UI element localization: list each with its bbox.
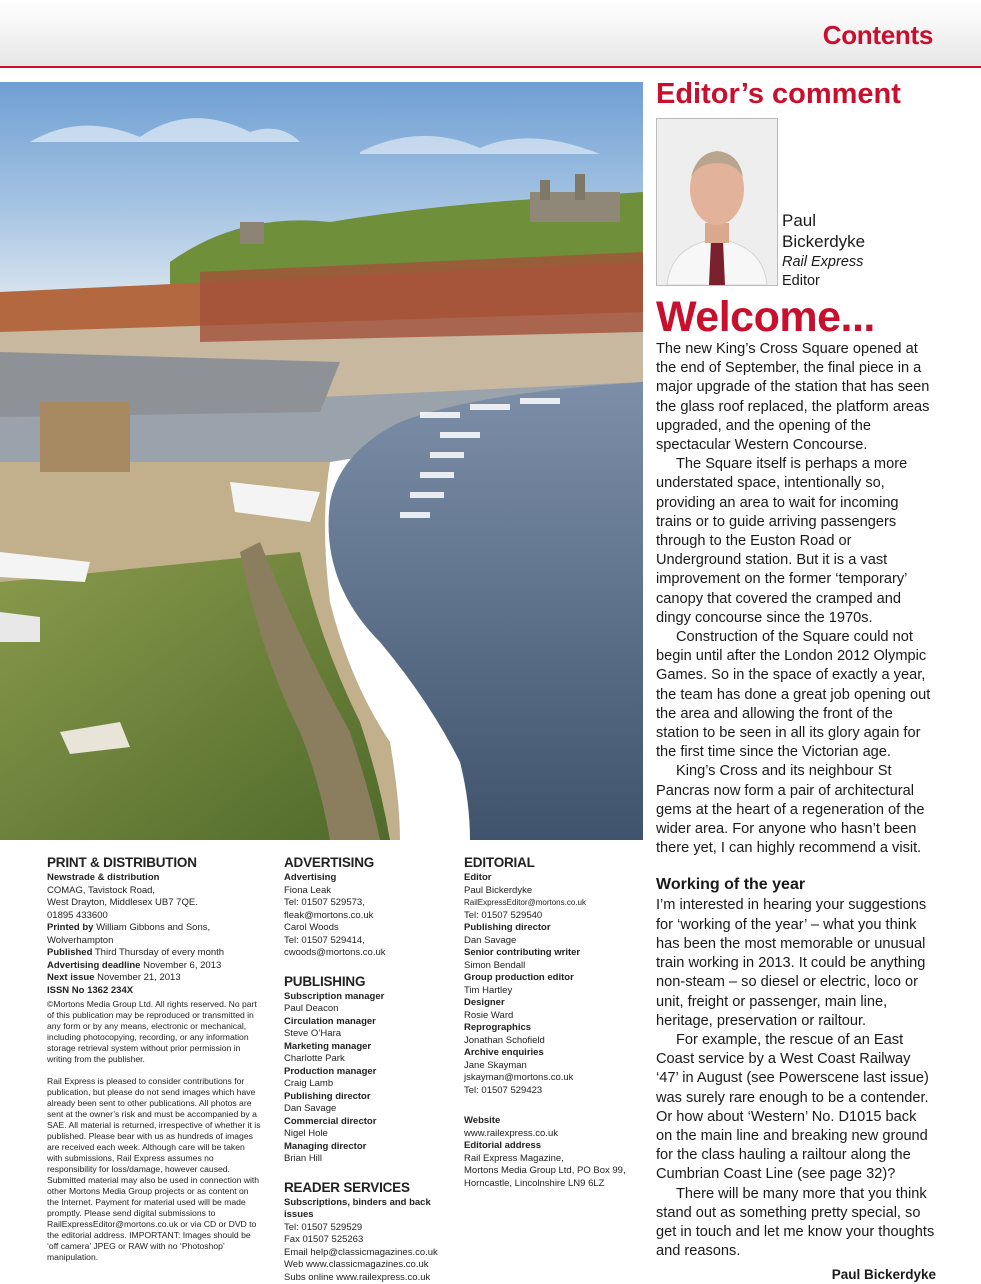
website-url[interactable]: www.railexpress.co.uk <box>464 1128 629 1141</box>
reader-services-line: Tel: 01507 529529 <box>284 1222 449 1235</box>
publishing-role: Production manager <box>284 1066 449 1079</box>
publishing-name: Craig Lamb <box>284 1078 449 1091</box>
printed-label: Printed by <box>47 922 93 933</box>
editorial-contact: Tel: 01507 529423 <box>464 1085 629 1098</box>
advertising-publishing <box>284 855 449 1284</box>
printed-by <box>47 922 262 947</box>
publishing-name: Charlotte Park <box>284 1053 449 1066</box>
article-paragraph: The new King’s Cross Square opened at the end of September, the final piece in a major upgrade of the station that has seen the glass roof replaced, the platform areas upgraded, and the opening of the spectacular Western Concourse. <box>656 340 936 455</box>
publishing-role: Subscription manager <box>284 991 449 1004</box>
advertising-heading: ADVERTISING <box>284 855 449 870</box>
editor-role: Editor <box>782 273 820 289</box>
editorial-role: Archive enquiries <box>464 1047 629 1060</box>
reader-services-line: Subs online www.railexpress.co.uk <box>284 1272 449 1284</box>
editorial-role: Senior contributing writer <box>464 947 629 960</box>
next-issue <box>47 972 262 985</box>
article-title: Welcome... <box>656 294 936 340</box>
harbour-photo-svg <box>0 82 643 840</box>
editorial-editor-line: Paul Bickerdyke <box>464 885 629 898</box>
editorial-name: Jonathan Schofield <box>464 1035 629 1048</box>
editorial-address-line: Horncastle, Lincolnshire LN9 6LZ <box>464 1178 629 1191</box>
published-label: Published <box>47 947 92 958</box>
publishing-name: Brian Hill <box>284 1153 449 1166</box>
publishing-role: Managing director <box>284 1141 449 1154</box>
editorial-role: Publishing director <box>464 922 629 935</box>
article-signature: Paul Bickerdyke <box>656 1267 936 1282</box>
article-paragraph: For example, the rescue of an East Coast service by a West Coast Railway ‘47’ in August (see Powerscene last issue) was surely rare enough to be a contender. Or how about ‘Western’ No. D1015 back on the main line and breaking new ground for the class hauling a railtour along the Cumbrian Coast Line (see page 32)? <box>656 1031 936 1185</box>
publishing-name: Nigel Hole <box>284 1128 449 1141</box>
publishing-role: Publishing director <box>284 1091 449 1104</box>
website-label: Website <box>464 1115 629 1128</box>
editorial-name: Simon Bendall <box>464 960 629 973</box>
publishing-role: Commercial director <box>284 1116 449 1129</box>
print-distribution <box>47 855 262 1263</box>
issn: ISSN No 1362 234X <box>47 985 262 998</box>
harbour-photo <box>0 82 643 840</box>
advertising-label: Advertising <box>284 872 449 885</box>
article-paragraph: I’m interested in hearing your suggestions for ‘working of the year’ – what you think has been the most memorable or unusual train working in 2013. It could be anything non-steam – so diesel or electric, loco or unit, freight or passenger, main line, heritage, preservation or railtour. <box>656 896 936 1030</box>
article-paragraph: Construction of the Square could not begin until after the London 2012 Olympic Games. So in the space of exactly a year, the team has done a great job opening out the area and allowing the front of the station to be seen in all its glory again for the first time since the Victorian age. <box>656 628 936 762</box>
editor-last-name: Bickerdyke <box>782 231 865 252</box>
reader-services-line: Web www.classicmagazines.co.uk <box>284 1259 449 1272</box>
published-value: Third Thursday of every month <box>92 947 224 958</box>
reader-services-label: Subscriptions, binders and back issues <box>284 1197 449 1222</box>
newstrade-line: West Drayton, Middlesex UB7 7QE. <box>47 897 262 910</box>
editorial <box>464 855 629 1190</box>
newstrade-label: Newstrade & distribution <box>47 872 262 885</box>
editor-card <box>656 114 936 290</box>
publishing-name: Steve O’Hara <box>284 1028 449 1041</box>
editor-comment-heading: Editor’s comment <box>656 78 936 110</box>
editorial-name: Dan Savage <box>464 935 629 948</box>
editorial-address-line: Mortons Media Group Ltd, PO Box 99, <box>464 1165 629 1178</box>
published <box>47 947 262 960</box>
section-title: Contents <box>823 20 933 51</box>
editorial-editor-email: RailExpressEditor@mortons.co.uk <box>464 897 629 910</box>
newstrade-line: 01895 433600 <box>47 910 262 923</box>
editor-portrait <box>656 118 778 286</box>
submissions-notice: Rail Express is pleased to consider contributions for publication, but please do not send images which have already been sent to other publications. All photos are sent at the owner’s risk and must be accompanied by a SAE. All material is returned, irrespective of whether it is published. Please bear with us as hundreds of images are received each week. Although care will be taken with submissions, Rail Express assumes no responsibility for loss/damage, however caused. Submitted material may also be used in connection with other Mortons Media Group projects or as content on the Internet. Payment for material used will be made promptly. Please send digital submissions to RailExpressEditor@mortons.co.uk or via CD or DVD to the editorial address. IMPORTANT: Images should be ‘off camera’ JPEG or RAW with no ‘Photoshop’ manipulation. <box>47 1076 262 1263</box>
editor-comment <box>656 78 936 1282</box>
publishing-heading: PUBLISHING <box>284 974 449 989</box>
article-paragraph: There will be many more that you think stand out as something pretty special, so get in touch and let me know your thoughts and reasons. <box>656 1185 936 1262</box>
editorial-heading: EDITORIAL <box>464 855 629 870</box>
editorial-name: Jane Skayman <box>464 1060 629 1073</box>
deadline-value: November 6, 2013 <box>140 960 221 971</box>
article-paragraph: King’s Cross and its neighbour St Pancras now form a pair of architectural gems at the heart of a regeneration of the wider area. For anyone who hasn’t been there yet, I can highly recommend a visit. <box>656 762 936 858</box>
printed-value: William Gibbons and Sons, Wolverhampton <box>47 922 210 946</box>
print-heading: PRINT & DISTRIBUTION <box>47 855 262 870</box>
editorial-name: Tim Hartley <box>464 985 629 998</box>
publishing-name: Dan Savage <box>284 1103 449 1116</box>
editorial-contact: jskayman@mortons.co.uk <box>464 1072 629 1085</box>
editor-first-name: Paul <box>782 210 865 231</box>
article-paragraph: The Square itself is perhaps a more understated space, intentionally so, providing an area to wait for incoming trains or to guide arriving passengers through to the Euston Road or Underground station. But it is a vast improvement on the former ‘temporary’ canopy that covered the cramped and dingy concourse since the 1970s. <box>656 455 936 628</box>
editorial-name: Rosie Ward <box>464 1010 629 1023</box>
reader-services-line: Email help@classicmagazines.co.uk <box>284 1247 449 1260</box>
editorial-role: Group production editor <box>464 972 629 985</box>
publishing-name: Paul Deacon <box>284 1003 449 1016</box>
publishing-role: Circulation manager <box>284 1016 449 1029</box>
editorial-role: Reprographics <box>464 1022 629 1035</box>
editor-portrait-svg <box>657 119 777 285</box>
editor-name <box>782 210 865 252</box>
deadline-label: Advertising deadline <box>47 960 140 971</box>
advertising-line: Fiona Leak <box>284 885 449 898</box>
editorial-editor-line: Tel: 01507 529540 <box>464 910 629 923</box>
reader-services-heading: READER SERVICES <box>284 1180 449 1195</box>
next-issue-value: November 21, 2013 <box>95 972 181 983</box>
article-subheading: Working of the year <box>656 875 936 895</box>
editorial-editor-label: Editor <box>464 872 629 885</box>
advertising-line: Carol Woods <box>284 922 449 935</box>
reader-services-line: Fax 01507 525263 <box>284 1234 449 1247</box>
publishing-role: Marketing manager <box>284 1041 449 1054</box>
advertising-line: Tel: 01507 529573, fleak@mortons.co.uk <box>284 897 449 922</box>
advertising-line: Tel: 01507 529414, cwoods@mortons.co.uk <box>284 935 449 960</box>
editor-publication: Rail Express <box>782 254 863 270</box>
next-issue-label: Next issue <box>47 972 95 983</box>
editorial-role: Designer <box>464 997 629 1010</box>
copyright-notice: ©Mortons Media Group Ltd. All rights reserved. No part of this publication may be reproduced or transmitted in any form or by any means, electronic or mechanical, including photocopying, recording, or any information storage retrieval system without prior permission in writing from the publisher. <box>47 999 262 1065</box>
article-body <box>656 340 936 1282</box>
editorial-address-label: Editorial address <box>464 1140 629 1153</box>
advertising-deadline <box>47 960 262 973</box>
header-rule <box>0 66 981 68</box>
newstrade-line: COMAG, Tavistock Road, <box>47 885 262 898</box>
editorial-address-line: Rail Express Magazine, <box>464 1153 629 1166</box>
